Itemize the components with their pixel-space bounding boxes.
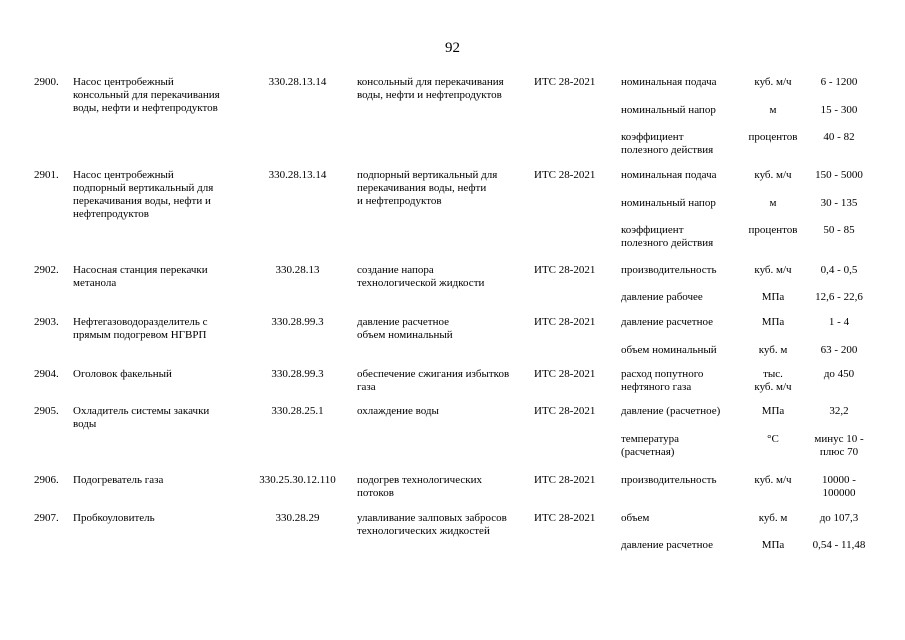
row-number: 2907. [34,512,59,524]
parameter-name: давление расчетное [621,316,713,328]
its-reference: ИТС 28-2021 [534,76,596,88]
okpd-code: 330.28.99.3 [271,316,324,328]
parameter-range: 12,6 - 22,6 [815,291,863,303]
okpd-code: 330.28.13 [275,264,320,276]
parameter-range: 40 - 82 [823,131,855,143]
parameter-name: расход попутного нефтяного газа [621,368,704,393]
okpd-code: 330.28.99.3 [271,368,324,380]
parameter-unit: куб. м/ч [754,76,792,88]
parameter-unit: °C [767,433,779,445]
purpose-text: подпорный вертикальный для перекачивания воды, нефти и нефтепродуктов [357,169,498,207]
parameter-name: температура (расчетная) [621,433,680,458]
parameter-range: 50 - 85 [823,224,855,236]
parameter-name: номинальная подача [621,169,717,181]
okpd-code: 330.28.29 [275,512,320,524]
okpd-code: 330.28.13.14 [268,169,327,181]
parameter-range: 15 - 300 [820,104,858,116]
row-number: 2906. [34,474,59,486]
parameter-name: номинальный напор [621,197,716,209]
equipment-name: Пробкоуловитель [73,512,155,524]
parameter-name: коэффициент полезного действия [621,131,714,156]
parameter-unit: МПа [761,316,785,328]
purpose-text: охлаждение воды [357,405,439,417]
parameter-range: 6 - 1200 [820,76,858,88]
row-number: 2905. [34,405,59,417]
row-number: 2903. [34,316,59,328]
okpd-code: 330.28.13.14 [268,76,327,88]
purpose-text: улавливание залповых забросов технологических жидкостей [357,512,507,537]
parameter-name: давление расчетное [621,539,713,551]
purpose-text: консольный для перекачивания воды, нефти и нефтепродуктов [357,76,504,101]
parameter-unit: куб. м/ч [754,264,792,276]
parameter-range: до 450 [823,368,855,380]
parameter-name: коэффициент полезного действия [621,224,714,249]
equipment-name: Нефтегазоводоразделитель с прямым подогревом НГВРП [73,316,208,341]
parameter-unit: куб. м/ч [754,169,792,181]
parameter-range: 150 - 5000 [815,169,863,181]
parameter-unit: м [769,197,777,209]
equipment-name: Охладитель системы закачки воды [73,405,210,430]
okpd-code: 330.25.30.12.110 [259,474,336,486]
parameter-name: объем [621,512,650,524]
parameter-range: до 107,3 [819,512,859,524]
parameter-name: номинальная подача [621,76,717,88]
parameter-range: 1 - 4 [828,316,850,328]
parameter-name: давление (расчетное) [621,405,721,417]
parameter-name: давление рабочее [621,291,703,303]
parameter-unit: МПа [761,291,785,303]
parameter-range: минус 10 - плюс 70 [814,433,864,458]
equipment-name: Оголовок факельный [73,368,172,380]
okpd-code: 330.28.25.1 [271,405,324,417]
its-reference: ИТС 28-2021 [534,405,596,417]
its-reference: ИТС 28-2021 [534,512,596,524]
equipment-name: Насос центробежный консольный для перекачивания воды, нефти и нефтепродуктов [73,76,220,114]
parameter-range: 10000 - 100000 [822,474,856,499]
page-number: 92 [445,40,460,56]
equipment-name: Насос центробежный подпорный вертикальный для перекачивания воды, нефти и нефтепродуктов [73,169,214,220]
parameter-unit: процентов [748,224,798,236]
purpose-text: подогрев технологических потоков [357,474,482,499]
parameter-name: объем номинальный [621,344,717,356]
its-reference: ИТС 28-2021 [534,316,596,328]
parameter-unit: тыс. куб. м/ч [754,368,792,393]
its-reference: ИТС 28-2021 [534,264,596,276]
parameter-unit: процентов [748,131,798,143]
parameter-unit: куб. м [758,512,788,524]
parameter-unit: куб. м [758,344,788,356]
row-number: 2901. [34,169,59,181]
purpose-text: обеспечение сжигания избытков газа [357,368,510,393]
parameter-unit: куб. м/ч [754,474,792,486]
its-reference: ИТС 28-2021 [534,474,596,486]
parameter-range: 32,2 [829,405,849,417]
parameter-name: производительность [621,264,717,276]
row-number: 2900. [34,76,59,88]
parameter-unit: м [769,104,777,116]
equipment-name: Насосная станция перекачки метанола [73,264,208,289]
parameter-range: 0,54 - 11,48 [812,539,866,551]
parameter-range: 0,4 - 0,5 [820,264,858,276]
parameter-range: 63 - 200 [820,344,858,356]
parameter-unit: МПа [761,539,785,551]
parameter-unit: МПа [761,405,785,417]
its-reference: ИТС 28-2021 [534,368,596,380]
its-reference: ИТС 28-2021 [534,169,596,181]
purpose-text: создание напора технологической жидкости [357,264,485,289]
parameter-range: 30 - 135 [820,197,858,209]
equipment-name: Подогреватель газа [73,474,164,486]
parameter-name: номинальный напор [621,104,716,116]
row-number: 2902. [34,264,59,276]
row-number: 2904. [34,368,59,380]
parameter-name: производительность [621,474,717,486]
purpose-text: давление расчетное объем номинальный [357,316,453,341]
